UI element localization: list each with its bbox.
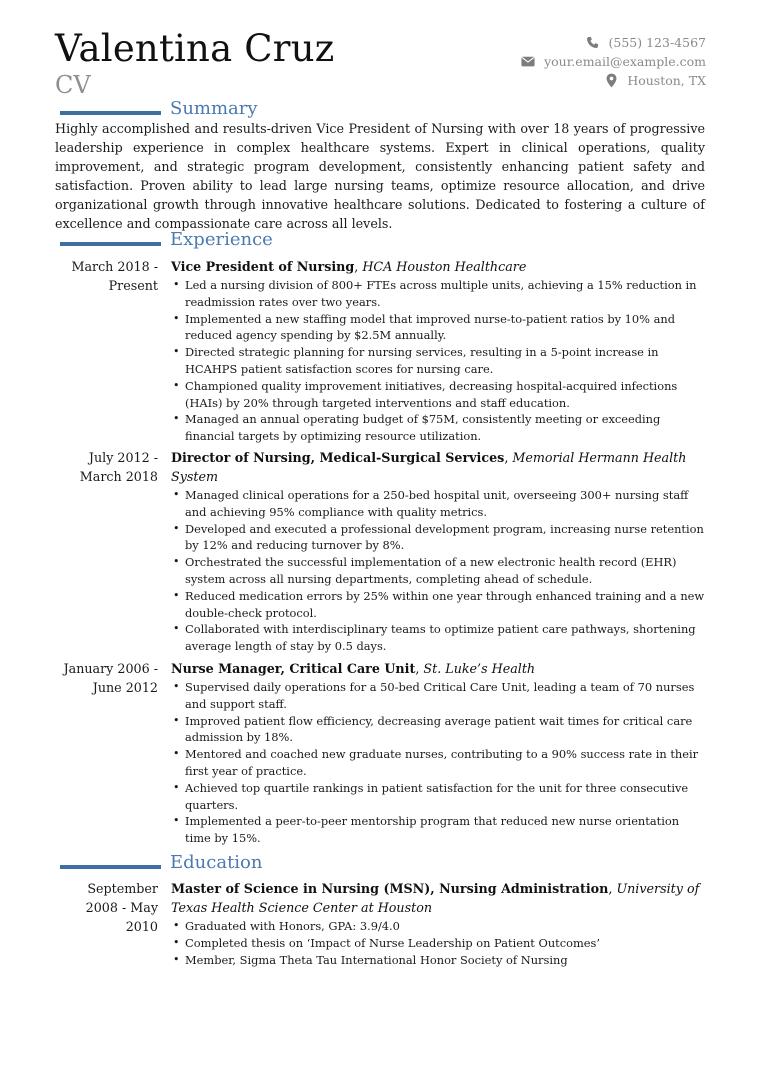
list-item: • Implemented a new staffing model that improved nurse-to-patient ratios by 10% and reduced agency spending by $2.5M annually. bbox=[171, 311, 705, 345]
entry-degree: Master of Science in Nursing (MSN), Nursing Administration bbox=[171, 881, 609, 896]
section-education-heading bbox=[60, 852, 700, 880]
phone-number: (555) 123-4567 bbox=[608, 35, 706, 50]
entry-organization: St. Luke’s Health bbox=[423, 661, 536, 676]
list-item: • Member, Sigma Theta Tau International Honor Society of Nursing bbox=[171, 952, 705, 969]
location-text: Houston, TX bbox=[627, 73, 706, 88]
entry-date: January 2006 - June 2012 bbox=[63, 661, 158, 695]
email-address[interactable]: your.email@example.com bbox=[544, 54, 706, 69]
contact-phone bbox=[406, 33, 706, 52]
list-item: • Orchestrated the successful implementation of a new electronic health record (EHR) system across all nursing departments, completing ahead of schedule. bbox=[171, 554, 705, 588]
list-item: • Graduated with Honors, GPA: 3.9/4.0 bbox=[171, 918, 705, 935]
map-marker-icon bbox=[603, 74, 619, 88]
envelope-icon bbox=[520, 55, 536, 69]
entry-organization: Memorial Hermann Health System bbox=[171, 450, 687, 484]
phone-icon bbox=[585, 36, 601, 50]
entry-body bbox=[171, 659, 705, 847]
list-item: • Mentored and coached new graduate nurses, contributing to a 90% success rate in their first year of practice. bbox=[171, 746, 705, 780]
section-title: Education bbox=[170, 852, 263, 873]
list-item: • Managed clinical operations for a 250-bed hospital unit, overseeing 300+ nursing staff and achieving 95% compliance with quality metrics. bbox=[171, 487, 705, 521]
contact-email bbox=[406, 52, 706, 71]
entry-date: July 2012 - March 2018 bbox=[79, 450, 158, 484]
entry-headline: Nurse Manager, Critical Care Unit, St. Luke’s Health bbox=[171, 661, 536, 676]
entry-bullets bbox=[171, 487, 705, 655]
entry-date: March 2018 - Present bbox=[71, 259, 158, 293]
entry-headline: Vice President of Nursing, HCA Houston Healthcare bbox=[171, 259, 527, 274]
entry-bullets bbox=[171, 679, 705, 847]
candidate-name: Valentina Cruz bbox=[55, 27, 335, 70]
entry-role: Vice President of Nursing bbox=[171, 259, 355, 274]
list-item: • Achieved top quartile rankings in patient satisfaction for the unit for three consecutive quarters. bbox=[171, 780, 705, 814]
entry-role: Director of Nursing, Medical-Surgical Services bbox=[171, 450, 505, 465]
entry-date: September 2008 - May 2010 bbox=[85, 881, 158, 934]
entry-body bbox=[171, 257, 705, 445]
entry-body bbox=[171, 879, 705, 968]
summary-text: Highly accomplished and results-driven Vice President of Nursing with over 18 years of progressive leadership experience in complex healthcare systems. Expert in clinical operations, quality improvement, and strategic program development, consistently enhancing patient safety and satisfaction. Proven ability to lead large nursing teams, optimize resource allocation, and drive organizational growth through innovative healthcare solutions. Dedicated to fostering a culture of excellence and compassionate care across all levels. bbox=[55, 121, 705, 231]
entry-body bbox=[171, 448, 705, 655]
section-accent-bar bbox=[60, 111, 161, 115]
list-item: • Developed and executed a professional development program, increasing nurse retention by 12% and reducing turnover by 8%. bbox=[171, 521, 705, 555]
document-subtitle: CV bbox=[55, 71, 91, 99]
entry-headline: Director of Nursing, Medical-Surgical Services, Memorial Hermann Health System bbox=[171, 450, 687, 484]
contact-location bbox=[406, 71, 706, 90]
list-item: • Managed an annual operating budget of $75M, consistently meeting or exceeding financial targets by optimizing resource utilization. bbox=[171, 411, 705, 445]
section-experience-heading bbox=[60, 229, 700, 257]
list-item: • Reduced medication errors by 25% within one year through enhanced training and a new double-check protocol. bbox=[171, 588, 705, 622]
list-item: • Championed quality improvement initiatives, decreasing hospital-acquired infections (HAIs) by 20% through targeted interventions and staff education. bbox=[171, 378, 705, 412]
entry-institution: University of Texas Health Science Center at Houston bbox=[171, 881, 700, 915]
section-accent-bar bbox=[60, 242, 161, 246]
entry-role: Nurse Manager, Critical Care Unit bbox=[171, 661, 416, 676]
list-item: • Completed thesis on ‘Impact of Nurse Leadership on Patient Outcomes’ bbox=[171, 935, 705, 952]
entry-bullets bbox=[171, 277, 705, 445]
contact-block bbox=[406, 33, 706, 90]
list-item: • Directed strategic planning for nursing services, resulting in a 5-point increase in HCAHPS patient satisfaction scores for nursing care. bbox=[171, 344, 705, 378]
list-item: • Collaborated with interdisciplinary teams to optimize patient care pathways, shortening average length of stay by 0.5 days. bbox=[171, 621, 705, 655]
entry-bullets bbox=[171, 918, 705, 968]
section-title: Summary bbox=[170, 98, 258, 119]
list-item: • Led a nursing division of 800+ FTEs across multiple units, achieving a 15% reduction in readmission rates over two years. bbox=[171, 277, 705, 311]
entry-headline: Master of Science in Nursing (MSN), Nursing Administration, University of Texas Health Science Center at Houston bbox=[171, 881, 700, 915]
list-item: • Supervised daily operations for a 50-bed Critical Care Unit, leading a team of 70 nurses and support staff. bbox=[171, 679, 705, 713]
section-title: Experience bbox=[170, 229, 273, 250]
entry-organization: HCA Houston Healthcare bbox=[362, 259, 527, 274]
list-item: • Improved patient flow efficiency, decreasing average patient wait times for critical care admission by 18%. bbox=[171, 713, 705, 747]
section-accent-bar bbox=[60, 865, 161, 869]
list-item: • Implemented a peer-to-peer mentorship program that reduced new nurse orientation time by 15%. bbox=[171, 813, 705, 847]
